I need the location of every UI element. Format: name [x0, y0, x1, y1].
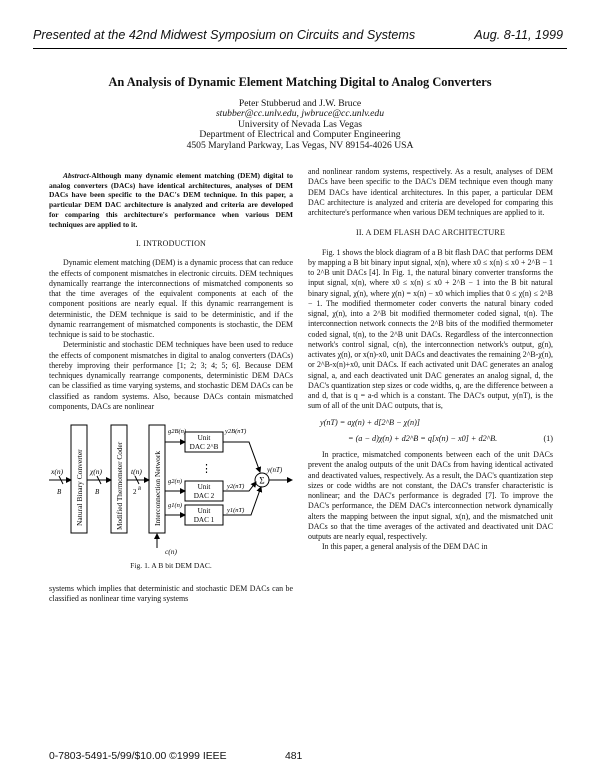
page-number: 481 — [285, 751, 303, 762]
label-g-bot: g1(n) — [168, 502, 183, 510]
label-y-out: y(nT) — [267, 466, 283, 475]
label-t: t(n) — [131, 467, 142, 477]
label-unit-top: Unit — [197, 434, 211, 443]
label-dac-top: DAC 2^B — [189, 443, 219, 452]
label-x: x(n) — [51, 467, 64, 477]
author-department: Department of Electrical and Computer Engineering — [199, 129, 401, 141]
label-g-top: g2B(n) — [168, 428, 187, 436]
equation-number: (1) — [543, 433, 553, 443]
right-paragraph-0: and nonlinear random systems, respectively. As a result, analyses of DEM DACs have been specific to the DAC's DEM technique even though many DEM DACs have identical architectures. In this paper, a particular DEM DAC architecture is analyzed and criteria are developed for comparing this architecture's performance when various DEM techniques are applied to it. — [308, 167, 553, 217]
author-address: 4505 Maryland Parkway, Las Vegas, NV 89154-4026 USA — [186, 139, 414, 151]
architecture-paragraph-1: Fig. 1 shows the block diagram of a B bit flash DAC that performs DEM by mapping a B bit binary input signal, x(n), where x0 ≤ x(n) ≤ x0 + 2^B − 1 to 2^B unit DACs [4]. In Fig. 1, the natural binary converter transforms the input signal, x(n), where x0 ≤ x(n) ≤ x0 + 2^B − 1 into the B bit natural binary signal, χ(n), where χ(n) = x(n) − x0 which implies that 0 ≤ χ(n) ≤ 2^B − 1. The modified thermometer coder converts the natural binary coded signal, χ(n), into a 2^B bit modified thermometer coded signal, t(n). The interconnection network connects the 2^B bits of the modified thermometer coded signal, t(n), to the 2^B unit DACs. Regardless of the interconnection network's control signal, c(n), the interconnection network's output, g(n), activates χ(n), or x(n)-x0, unit DACs and deactivates the remaining 2^B-χ(n), or 2^B-x(n)+x0, unit DACs. If each activated unit DAC generates an analog signal, a, and each deactivated unit DAC generates an analog signal, d, the DAC's quantization step sizes or code widths, q, are the difference between a and d, that is q = a-d which is a constant. The DAC's output, y(nT), is the sum of all of the unit DAC outputs, that is, — [308, 247, 553, 411]
figure-1-block-diagram — [49, 420, 293, 548]
abstract-text: Although many dynamic element matching (DEM) digital to analog converters (DACs) have identical architectures, analyses of DEM DACs have been specific to the DAC's DEM technique. In this paper, a particular DEM DAC architecture is analyzed and criteria are developed for comparing this architecture's performance when various DEM techniques are applied to it. — [49, 171, 293, 229]
right-column — [308, 167, 553, 553]
section-heading-architecture: II. A DEM FLASH DAC ARCHITECTURE — [355, 228, 506, 238]
conference-dates: Aug. 8-11, 1999 — [474, 28, 563, 42]
label-bus-2b-exp: B — [138, 487, 142, 493]
architecture-paragraph-2: In practice, mismatched components between each of the unit DACs prevent the analog outputs of the unit DACs from having identical activated and deactivated values, respectively. As a result, the DAC's quantization step sizes or code widths are not constant, the DAC's transfer characteristic is nonlinear; and the DAC's performance is degraded [7]. To improve the DAC's performance, the DEM DAC's interconnection network dynamically alters the mapping between the input signal, x(n), and the mismatched unit DACs so that the time averages of the activated and deactivated unit DAC outputs are nearly equal, respectively. — [308, 450, 553, 541]
equation-line-1 — [308, 418, 553, 428]
author-names: Peter Stubberud and J.W. Bruce — [238, 98, 362, 109]
label-y-bot: y1(nT) — [227, 507, 245, 515]
label-control: c(n) — [164, 547, 178, 557]
label-bus-2b: 2 — [133, 488, 137, 497]
label-interconnection-network: Interconnection Network — [153, 451, 162, 527]
abstract-label: Abstract- — [63, 171, 92, 180]
label-dac-bot: DAC 1 — [193, 516, 215, 525]
label-thermometer-coder: Modified Thermometer Coder — [115, 442, 124, 531]
label-g-mid: g2(n) — [168, 478, 183, 486]
header-rule — [33, 48, 567, 49]
author-university: University of Nevada Las Vegas — [238, 118, 362, 130]
intro-paragraph-3: systems which implies that deterministic and stochastic DEM DACs can be classified as nonlinear time varying systems — [49, 583, 293, 603]
running-header — [33, 28, 563, 42]
figure-caption: Fig. 1. A B bit DEM DAC. — [130, 561, 212, 571]
intro-paragraph-2: Deterministic and stochastic DEM techniques have been used to reduce the effects of component mismatches in digital to analog converters (DACs) thereby improving their performance [1; 2; 3; 4; 5; 6]. Because DEM techniques dynamically rearrange components, deterministic DEM DACs can be classified as time varying systems, and stochastic DEM DACs can be classified as random systems. Also, because DACs contain mismatched components, DACs are nonlinear — [49, 340, 293, 411]
label-unit-mid: Unit — [197, 483, 211, 492]
architecture-paragraph-3: In this paper, a general analysis of the DEM DAC in — [322, 542, 488, 552]
vertical-dots: ⋮ — [201, 463, 212, 476]
equation-line-2 — [308, 434, 553, 444]
left-column — [49, 171, 293, 604]
footer-copyright: 0-7803-5491-5/99/$10.00 ©1999 IEEE — [49, 751, 227, 762]
equation-1a: y(nT) = aχ(n) + d[2^B − χ(n)] — [320, 417, 420, 427]
label-y-mid: y2(nT) — [227, 483, 245, 491]
section-heading-introduction: I. INTRODUCTION — [135, 239, 207, 249]
arrow-y-top — [223, 442, 260, 472]
abstract — [49, 171, 293, 229]
label-y-top: y2B(nT) — [225, 428, 247, 436]
intro-paragraph-1: Dynamic element matching (DEM) is a dynamic process that can reduce the effects of component mismatches in electronic circuits. DEM techniques dynamically rearrange the interconnections of mismatched components so that the time averages of the equivalent components at each of the component positions are nearly equal. If this dynamic rearrangement is deterministic, the DEM technique is said to be deterministic, and if the dynamic rearrangement of mismatched components is stochastic, the DEM technique is said to be stochastic. — [49, 258, 293, 340]
label-unit-bot: Unit — [197, 507, 211, 516]
label-bus-b1: B — [57, 488, 62, 497]
label-dac-mid: DAC 2 — [193, 492, 215, 501]
equation-1b: = (a − d)χ(n) + d2^B = q[x(n) − x0] + d2^B. — [348, 433, 498, 443]
label-chi: χ(n) — [90, 467, 103, 477]
author-emails: stubber@cc.unlv.edu, jwbruce@cc.unlv.edu — [215, 108, 385, 120]
author-block — [0, 99, 600, 151]
conference-line: Presented at the 42nd Midwest Symposium on Circuits and Systems — [33, 28, 416, 42]
label-bus-b2: B — [95, 488, 100, 497]
sum-symbol: Σ — [259, 475, 265, 486]
paper-title: An Analysis of Dynamic Element Matching Digital to Analog Converters — [108, 75, 492, 89]
label-binary-converter: Natural Binary Converter — [75, 449, 84, 527]
